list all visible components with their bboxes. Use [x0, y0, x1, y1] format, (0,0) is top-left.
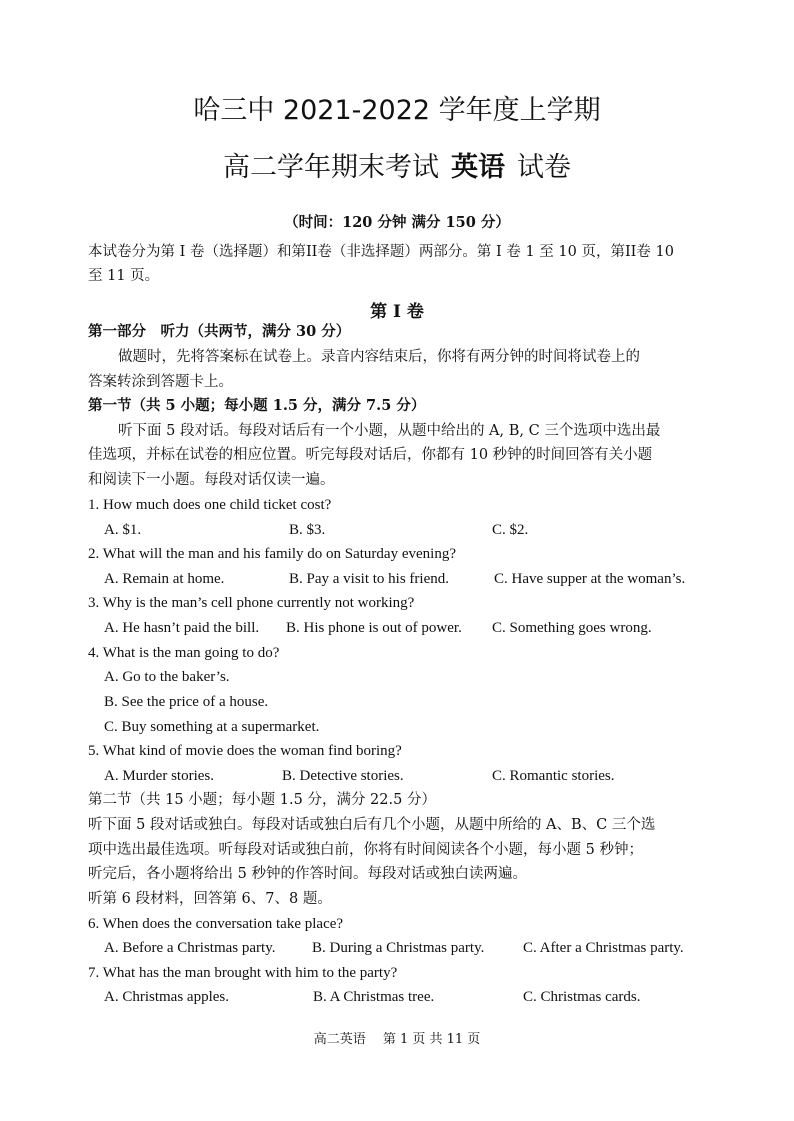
q7-option-b: B. A Christmas tree.	[313, 989, 435, 1005]
q4-option-b: B. See the price of a house.	[104, 694, 269, 710]
title-grade: 高二学年期末考试	[223, 152, 439, 183]
q5-option-c: C. Romantic stories.	[492, 768, 615, 784]
q3-option-c: C. Something goes wrong.	[492, 620, 652, 636]
title-subject: 英语	[451, 152, 505, 183]
question-1: 1. How much does one child ticket cost?	[88, 497, 332, 513]
section1-instr-1: 听下面 5 段对话。每段对话后有一个小题，从题中给出的 A, B, C 三个选项中选出最	[118, 423, 661, 439]
q5-option-b: B. Detective stories.	[282, 768, 404, 784]
question-3: 3. Why is the man’s cell phone currently not working?	[88, 595, 415, 611]
q4-option-c: C. Buy something at a supermarket.	[104, 719, 320, 735]
part1-instr-2: 答案转涂到答题卡上。	[88, 374, 233, 390]
q3-option-b: B. His phone is out of power.	[286, 620, 462, 636]
question-7: 7. What has the man brought with him to the party?	[88, 965, 398, 981]
exam-title-line2	[0, 145, 794, 184]
question-2: 2. What will the man and his family do on Saturday evening?	[88, 546, 456, 562]
intro-line-2: 至 11 页。	[88, 268, 160, 284]
q5-option-a: A. Murder stories.	[104, 768, 214, 784]
section2-instr-1: 听下面 5 段对话或独白。每段对话或独白后有几个小题，从题中所给的 A、B、C 三个选	[88, 817, 656, 833]
question-6: 6. When does the conversation take place?	[88, 916, 344, 932]
q6-option-a: A. Before a Christmas party.	[104, 940, 276, 956]
q7-option-a: A. Christmas apples.	[104, 989, 229, 1005]
q2-option-b: B. Pay a visit to his friend.	[289, 571, 449, 587]
q6-option-b: B. During a Christmas party.	[312, 940, 485, 956]
page-footer: 高二英语 第 1 页 共 11 页	[313, 1032, 481, 1047]
section1-instr-3: 和阅读下一小题。每段对话仅读一遍。	[88, 472, 335, 488]
q1-option-c: C. $2.	[492, 522, 529, 538]
question-5: 5. What kind of movie does the woman find boring?	[88, 743, 402, 759]
question-4: 4. What is the man going to do?	[88, 645, 280, 661]
section2-instr-3: 听完后，各小题将给出 5 秒钟的作答时间。每段对话或独白读两遍。	[88, 866, 527, 882]
section2-instr-2: 项中选出最佳选项。听每段对话或独白前，你将有时间阅读各个小题，每小题 5 秒钟；	[88, 842, 643, 858]
exam-title-line1: 哈三中 2021-2022 学年度上学期	[193, 95, 601, 126]
time-info: （时间：120 分钟 满分 150 分）	[284, 214, 510, 231]
q4-option-a: A. Go to the baker’s.	[104, 669, 230, 685]
material-note: 听第 6 段材料，回答第 6、7、8 题。	[88, 891, 332, 907]
volume-title: 第 I 卷	[370, 302, 424, 322]
q1-option-b: B. $3.	[289, 522, 326, 538]
section1-heading: 第一节（共 5 小题；每小题 1.5 分，满分 7.5 分）	[88, 397, 426, 414]
section1-instr-2: 佳选项，并标在试卷的相应位置。听完每段对话后，你都有 10 秒钟的时间回答有关小题	[88, 447, 653, 463]
intro-line-1: 本试卷分为第 I 卷（选择题）和第II卷（非选择题）两部分。第 I 卷 1 至 10 页，第II卷 10	[88, 244, 674, 260]
q2-option-c: C. Have supper at the woman’s.	[494, 571, 686, 587]
title-suffix: 试卷	[517, 152, 571, 183]
section2-heading: 第二节（共 15 小题；每小题 1.5 分，满分 22.5 分）	[88, 792, 436, 808]
q1-option-a: A. $1.	[104, 522, 142, 538]
q7-option-c: C. Christmas cards.	[523, 989, 641, 1005]
part1-heading: 第一部分 听力（共两节，满分 30 分）	[88, 323, 351, 340]
q3-option-a: A. He hasn’t paid the bill.	[104, 620, 260, 636]
q2-option-a: A. Remain at home.	[104, 571, 225, 587]
part1-instr-1: 做题时，先将答案标在试卷上。录音内容结束后，你将有两分钟的时间将试卷上的	[118, 349, 640, 365]
q6-option-c: C. After a Christmas party.	[523, 940, 684, 956]
